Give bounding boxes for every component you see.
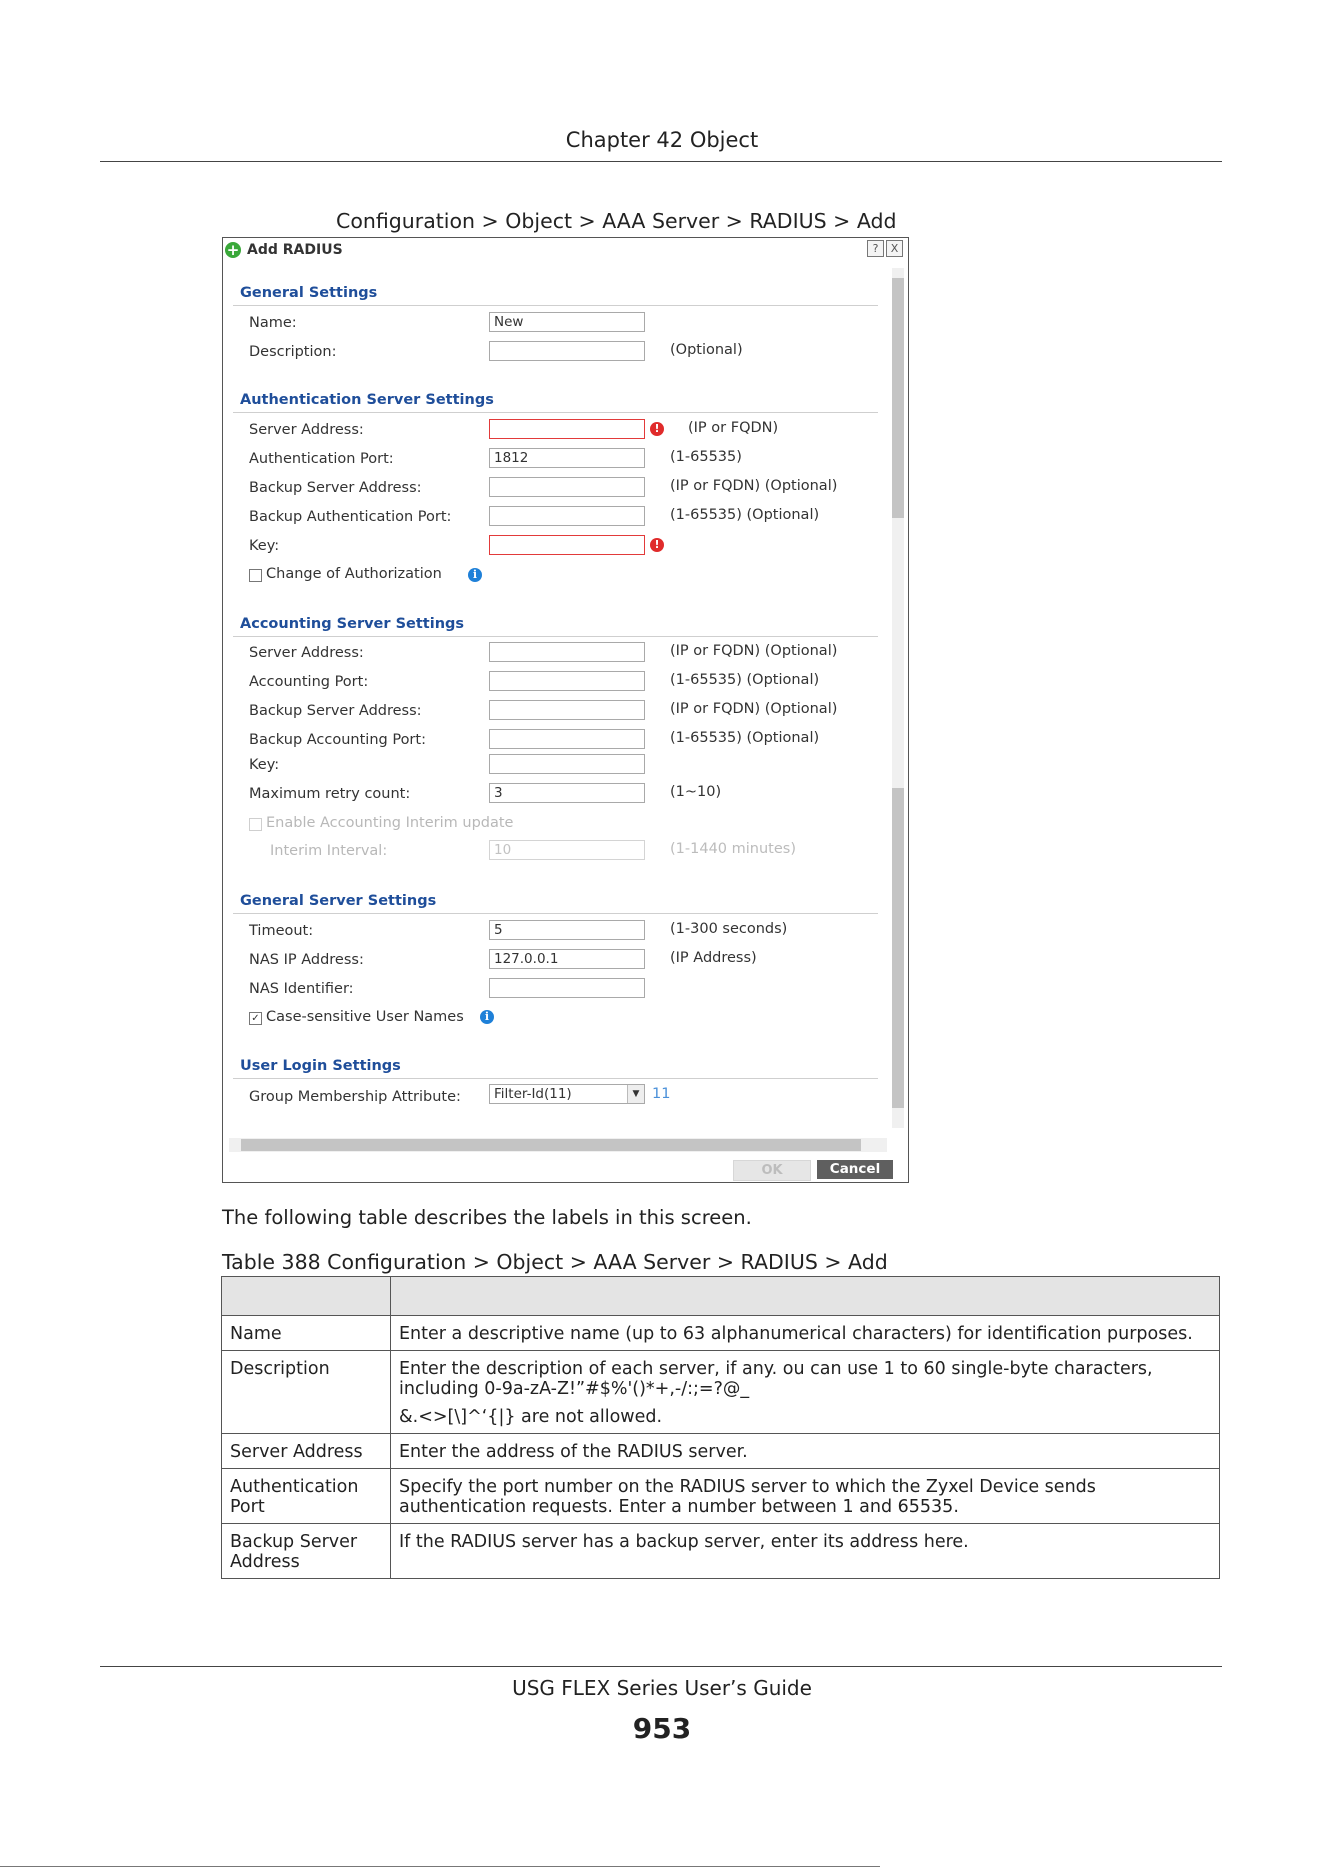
nas-identifier-input[interactable] xyxy=(489,978,645,998)
row-description: Specify the port number on the RADIUS server to which the Zyxel Device sends authentication requests. Enter a number between 1 and 65535. xyxy=(391,1469,1220,1524)
interim-update-label: Enable Accounting Interim update xyxy=(266,815,514,831)
table-caption: Table 388 Configuration > Object > AAA Server > RADIUS > Add xyxy=(222,1250,888,1274)
acct-port-hint: (1-65535) (Optional) xyxy=(670,672,820,688)
user-login-settings-title: User Login Settings xyxy=(240,1058,401,1074)
retry-count-hint: (1~10) xyxy=(670,784,722,800)
backup-server-address-hint: (IP or FQDN) (Optional) xyxy=(670,478,838,494)
row-description: Enter the address of the RADIUS server. xyxy=(391,1434,1220,1469)
acct-backup-address-hint: (IP or FQDN) (Optional) xyxy=(670,701,838,717)
vertical-scroll-thumb[interactable] xyxy=(892,278,904,518)
page-number: 953 xyxy=(632,1712,692,1745)
timeout-hint: (1-300 seconds) xyxy=(670,921,788,937)
accounting-settings-title: Accounting Server Settings xyxy=(240,616,465,632)
info-icon[interactable]: i xyxy=(468,568,482,582)
row-description: Enter a descriptive name (up to 63 alphanumerical characters) for identification purposes. xyxy=(391,1316,1220,1351)
acct-server-address-input[interactable] xyxy=(489,642,645,662)
acct-server-address-label: Server Address: xyxy=(249,645,364,661)
intro-paragraph: The following table describes the labels in this screen. xyxy=(222,1206,752,1229)
description-label: Description: xyxy=(249,344,337,360)
table-row xyxy=(222,1469,1220,1524)
backup-auth-port-input[interactable] xyxy=(489,506,645,526)
row-description: Enter the description of each server, if any. ou can use 1 to 60 single-byte characters, including 0-9a-zA-Z!”#$%'()*+,-/:;=?@_ xyxy=(399,1359,1153,1399)
interim-interval-hint: (1-1440 minutes) xyxy=(670,841,796,857)
interim-interval-input[interactable]: 10 xyxy=(489,840,645,860)
vertical-scrollbar[interactable] xyxy=(892,268,904,1128)
row-label: Server Address xyxy=(222,1434,391,1469)
row-description-extra: &.<>[\]^‘{|} are not allowed. xyxy=(399,1407,663,1427)
chapter-title: Chapter 42 Object xyxy=(565,128,759,152)
section-divider xyxy=(233,412,878,413)
row-label: Description xyxy=(222,1351,391,1434)
auth-server-address-input[interactable] xyxy=(489,419,645,439)
section-divider xyxy=(233,1078,878,1079)
auth-key-input[interactable] xyxy=(489,535,645,555)
auth-key-label: Key: xyxy=(249,538,280,554)
interim-interval-label: Interim Interval: xyxy=(270,843,388,859)
auth-server-address-hint: (IP or FQDN) xyxy=(688,420,779,436)
nas-identifier-label: NAS Identifier: xyxy=(249,981,354,997)
table-header-row xyxy=(222,1277,1220,1316)
case-sensitive-label: Case-sensitive User Names xyxy=(266,1009,464,1025)
description-table xyxy=(221,1276,1220,1579)
group-code: 11 xyxy=(652,1086,671,1102)
general-settings-title: General Settings xyxy=(240,285,378,301)
name-input[interactable]: New xyxy=(489,312,645,332)
help-icon[interactable]: ? xyxy=(867,240,884,257)
section-divider xyxy=(233,913,878,914)
timeout-label: Timeout: xyxy=(249,923,314,939)
info-icon[interactable]: i xyxy=(480,1010,494,1024)
name-label: Name: xyxy=(249,315,297,331)
auth-server-address-label: Server Address: xyxy=(249,422,364,438)
backup-server-address-label: Backup Server Address: xyxy=(249,480,422,496)
table-row xyxy=(222,1434,1220,1469)
auth-port-hint: (1-65535) xyxy=(670,449,742,465)
nas-ip-label: NAS IP Address: xyxy=(249,952,364,968)
auth-settings-title: Authentication Server Settings xyxy=(240,392,494,408)
row-label: Name xyxy=(222,1316,391,1351)
acct-backup-address-input[interactable] xyxy=(489,700,645,720)
row-label: Authentication Port xyxy=(222,1469,391,1524)
description-input[interactable] xyxy=(489,341,645,361)
backup-server-address-input[interactable] xyxy=(489,477,645,497)
table-row xyxy=(222,1316,1220,1351)
required-error-icon: ! xyxy=(650,538,664,552)
footer-rule xyxy=(100,1666,1222,1667)
figure-caption: Configuration > Object > AAA Server > RADIUS > Add xyxy=(336,209,897,233)
row-description: If the RADIUS server has a backup server, enter its address here. xyxy=(391,1524,1220,1579)
acct-backup-address-label: Backup Server Address: xyxy=(249,703,422,719)
retry-count-label: Maximum retry count: xyxy=(249,786,411,802)
timeout-input[interactable]: 5 xyxy=(489,920,645,940)
backup-auth-port-label: Backup Authentication Port: xyxy=(249,509,452,525)
row-label: Backup Server Address xyxy=(222,1524,391,1579)
retry-count-input[interactable]: 3 xyxy=(489,783,645,803)
row-description-cell xyxy=(391,1351,1220,1434)
ok-button[interactable]: OK xyxy=(733,1160,811,1181)
table-header-description xyxy=(391,1277,1220,1316)
auth-port-input[interactable]: 1812 xyxy=(489,448,645,468)
nas-ip-hint: (IP Address) xyxy=(670,950,757,966)
group-membership-value: Filter-Id(11) xyxy=(494,1086,572,1102)
horizontal-scroll-thumb[interactable] xyxy=(241,1139,861,1151)
acct-backup-port-input[interactable] xyxy=(489,729,645,749)
table-header-label xyxy=(222,1277,391,1316)
backup-auth-port-hint: (1-65535) (Optional) xyxy=(670,507,820,523)
auth-port-label: Authentication Port: xyxy=(249,451,394,467)
case-sensitive-checkbox[interactable]: ✓ xyxy=(249,1012,262,1025)
cancel-button[interactable]: Cancel xyxy=(817,1160,893,1179)
add-radius-dialog xyxy=(222,237,909,1183)
table-row xyxy=(222,1351,1220,1434)
horizontal-scrollbar[interactable] xyxy=(229,1138,887,1152)
dialog-title: Add RADIUS xyxy=(247,242,343,258)
guide-title: USG FLEX Series User’s Guide xyxy=(512,1676,812,1700)
required-error-icon: ! xyxy=(650,422,664,436)
vertical-scroll-thumb[interactable] xyxy=(892,788,904,1108)
chevron-down-icon[interactable]: ▼ xyxy=(627,1085,644,1103)
add-icon: + xyxy=(226,241,240,259)
header-rule xyxy=(100,161,1222,162)
table-row xyxy=(222,1524,1220,1579)
nas-ip-input[interactable]: 127.0.0.1 xyxy=(489,949,645,969)
coa-label: Change of Authorization xyxy=(266,566,442,582)
interim-update-checkbox[interactable] xyxy=(249,818,262,831)
bottom-rule xyxy=(0,1866,880,1867)
acct-port-input[interactable] xyxy=(489,671,645,691)
acct-port-label: Accounting Port: xyxy=(249,674,369,690)
acct-backup-port-hint: (1-65535) (Optional) xyxy=(670,730,820,746)
close-icon[interactable]: X xyxy=(886,240,903,257)
acct-key-input[interactable] xyxy=(489,754,645,774)
acct-backup-port-label: Backup Accounting Port: xyxy=(249,732,426,748)
acct-server-address-hint: (IP or FQDN) (Optional) xyxy=(670,643,838,659)
general-server-settings-title: General Server Settings xyxy=(240,893,437,909)
section-divider xyxy=(233,636,878,637)
acct-key-label: Key: xyxy=(249,757,280,773)
description-hint: (Optional) xyxy=(670,342,743,358)
group-membership-label: Group Membership Attribute: xyxy=(249,1089,461,1105)
coa-checkbox[interactable] xyxy=(249,569,262,582)
section-divider xyxy=(233,305,878,306)
group-membership-select[interactable] xyxy=(489,1084,645,1104)
